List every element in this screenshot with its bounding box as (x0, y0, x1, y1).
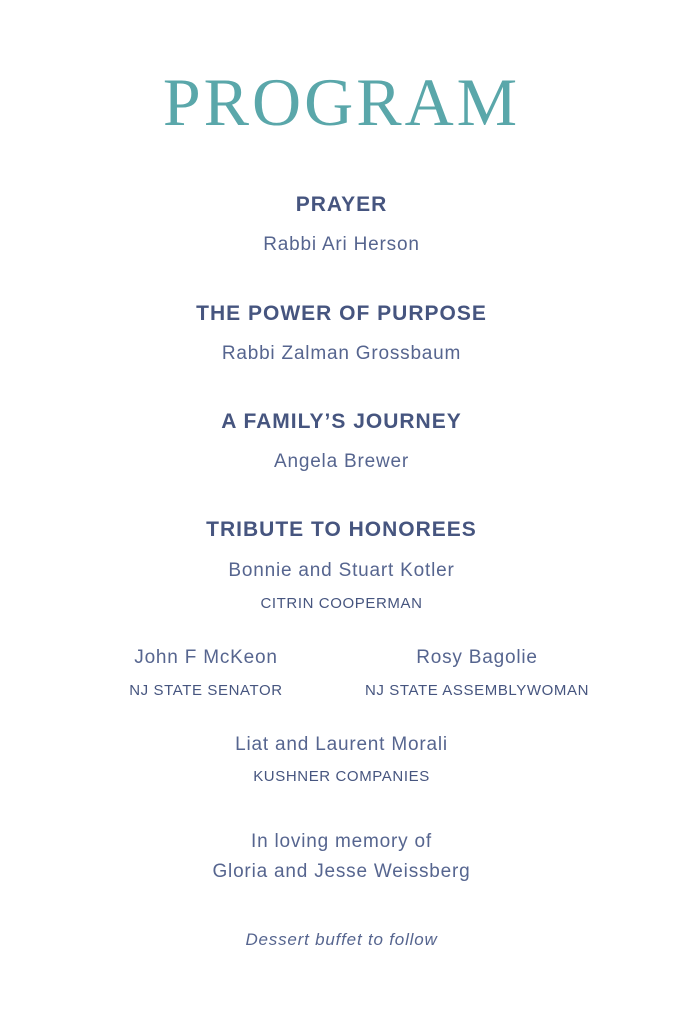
honoree-name: Bonnie and Stuart Kotler (228, 560, 455, 581)
honoree-affiliation: NJ STATE SENATOR (129, 682, 283, 699)
honoree-affiliation: NJ STATE ASSEMBLYWOMAN (364, 682, 590, 699)
honoree-affiliation: KUSHNER COMPANIES (253, 768, 430, 785)
honoree-name: Liat and Laurent Morali (235, 734, 448, 755)
page-title: PROGRAM (162, 64, 521, 140)
section-heading-power-of-purpose: THE POWER OF PURPOSE (196, 302, 487, 325)
honoree-name: John F McKeon (134, 647, 278, 668)
footer-note: Dessert buffet to follow (245, 930, 438, 949)
memorial-names: Gloria and Jesse Weissberg (212, 861, 471, 882)
section-speaker-prayer: Rabbi Ari Herson (263, 234, 420, 255)
memorial-line: In loving memory of (251, 831, 432, 852)
section-speaker-power-of-purpose: Rabbi Zalman Grossbaum (221, 343, 462, 364)
honoree-affiliation: CITRIN COOPERMAN (260, 595, 423, 612)
section-heading-family-journey: A FAMILY’S JOURNEY (221, 410, 462, 433)
section-heading-prayer: PRAYER (295, 193, 388, 216)
honoree-name: Rosy Bagolie (416, 647, 538, 668)
section-speaker-family-journey: Angela Brewer (273, 451, 410, 472)
section-heading-tribute: TRIBUTE TO HONOREES (206, 518, 477, 541)
